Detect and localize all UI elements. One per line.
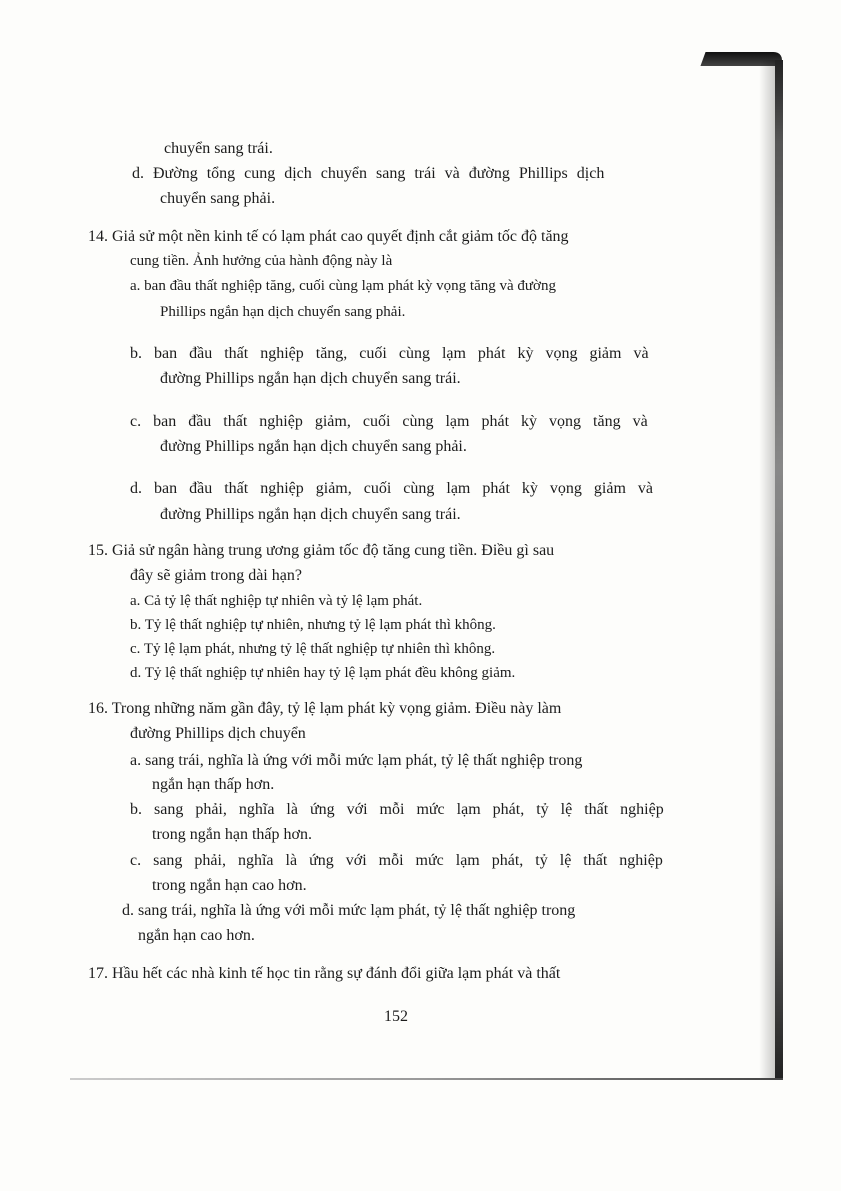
question-15: 15. Giả sử ngân hàng trung ương giảm tốc độ tăng cung tiền. Điều gì sau (88, 542, 555, 559)
text-line: đường Phillips ngắn hạn dịch chuyển sang trái. (160, 370, 461, 387)
option-a: a. sang trái, nghĩa là ứng với mỗi mức lạm phát, tỷ lệ thất nghiệp trong (130, 752, 583, 769)
text-line: chuyển sang trái. (164, 140, 273, 157)
text-line: ngắn hạn thấp hơn. (152, 776, 275, 793)
option-b: b. Tỷ lệ thất nghiệp tự nhiên, nhưng tỷ lệ lạm phát thì không. (130, 617, 496, 633)
text-line: d. Đường tổng cung dịch chuyển sang trái và đường Phillips dịch (132, 165, 605, 182)
text-line: đường Phillips ngắn hạn dịch chuyển sang phải. (160, 438, 467, 455)
question-14: 14. Giả sử một nền kinh tế có lạm phát cao quyết định cắt giảm tốc độ tăng (88, 228, 569, 245)
option-d: d. ban đầu thất nghiệp giảm, cuối cùng lạm phát kỳ vọng giảm và (130, 480, 654, 497)
option-c: c. ban đầu thất nghiệp giảm, cuối cùng lạm phát kỳ vọng tăng và (130, 413, 648, 430)
option-a: a. ban đầu thất nghiệp tăng, cuối cùng lạm phát kỳ vọng tăng và đường (130, 278, 556, 294)
option-b: b. sang phải, nghĩa là ứng với mỗi mức lạm phát, tỷ lệ thất nghiệp (130, 801, 664, 818)
text-line: trong ngắn hạn thấp hơn. (152, 826, 312, 843)
text-line: đây sẽ giảm trong dài hạn? (130, 567, 302, 584)
text-line: đường Phillips ngắn hạn dịch chuyển sang trái. (160, 506, 461, 523)
text-line: ngắn hạn cao hơn. (138, 927, 255, 944)
option-c: c. sang phải, nghĩa là ứng với mỗi mức lạm phát, tỷ lệ thất nghiệp (130, 852, 663, 869)
page-number: 152 (384, 1008, 408, 1025)
page-edge (775, 60, 783, 1080)
page-bottom-edge (70, 1078, 783, 1080)
text-line: đường Phillips dịch chuyển (130, 725, 306, 742)
question-16: 16. Trong những năm gần đây, tỷ lệ lạm phát kỳ vọng giảm. Điều này làm (88, 700, 562, 717)
option-c: c. Tỷ lệ lạm phát, nhưng tỷ lệ thất nghiệp tự nhiên thì không. (130, 641, 496, 657)
option-b: b. ban đầu thất nghiệp tăng, cuối cùng lạm phát kỳ vọng giảm và (130, 345, 649, 362)
text-line: Phillips ngắn hạn dịch chuyển sang phải. (160, 304, 406, 320)
option-a: a. Cả tỷ lệ thất nghiệp tự nhiên và tỷ lệ lạm phát. (130, 593, 423, 609)
text-line: chuyển sang phải. (160, 190, 276, 207)
question-17: 17. Hầu hết các nhà kinh tế học tin rằng sự đánh đổi giữa lạm phát và thất (88, 965, 561, 982)
option-d: d. sang trái, nghĩa là ứng với mỗi mức lạm phát, tỷ lệ thất nghiệp trong (122, 902, 576, 919)
text-line: trong ngắn hạn cao hơn. (152, 877, 307, 894)
text-line: cung tiền. Ảnh hưởng của hành động này là (130, 253, 393, 269)
option-d: d. Tỷ lệ thất nghiệp tự nhiên hay tỷ lệ lạm phát đều không giảm. (130, 665, 516, 681)
